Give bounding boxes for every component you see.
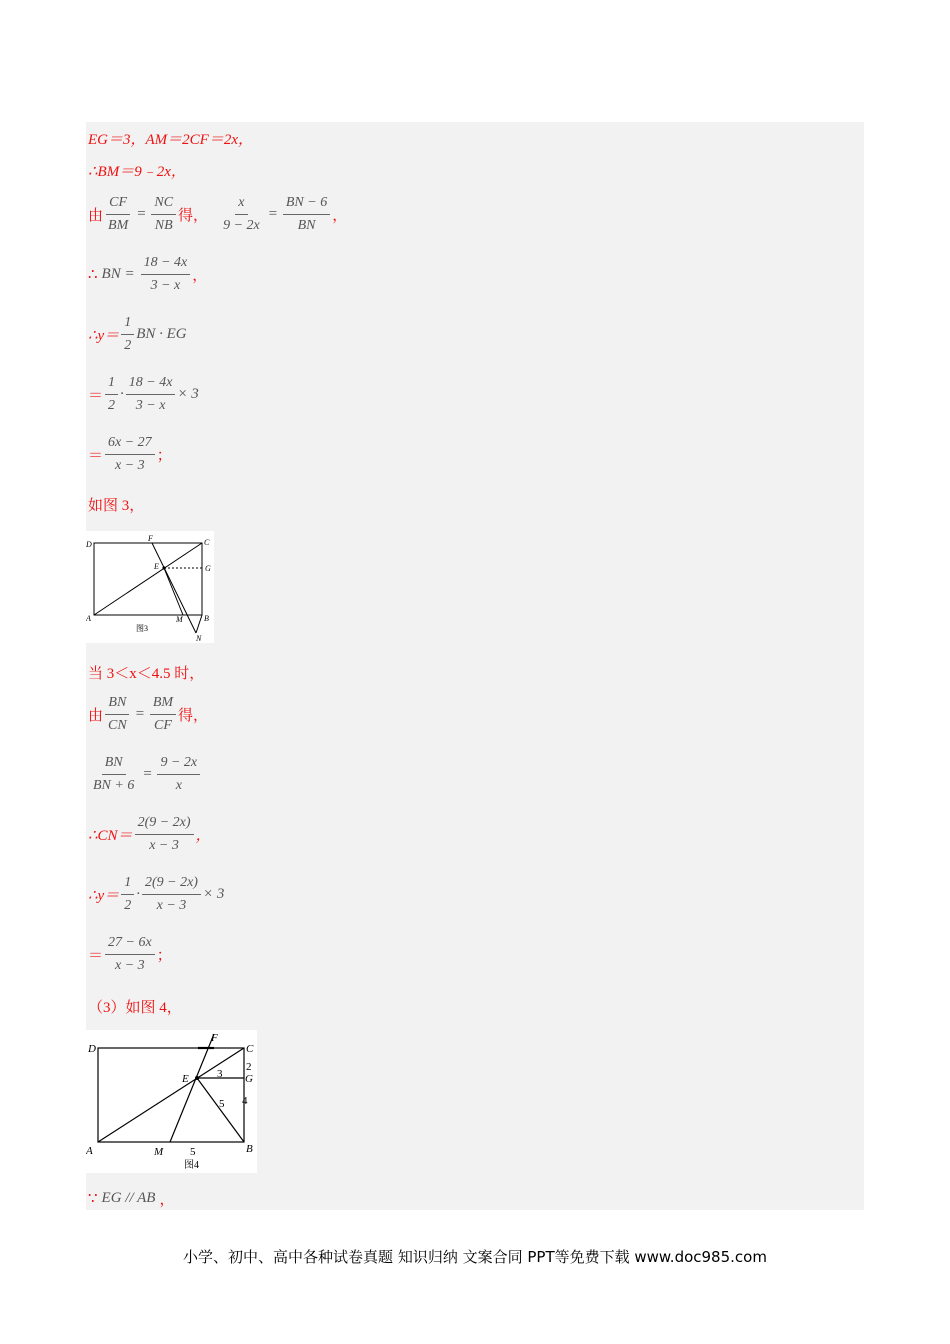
length-mb: 5 — [190, 1146, 196, 1158]
fraction: $\frac{18 - 4x}{3 - x}$ — [141, 254, 191, 295]
text: ＝ — [88, 448, 104, 464]
solution-line-1 — [88, 128, 253, 149]
solution-line-3: 由 $\frac{CF}{BM}$ = $\frac{NC}{NB}$ 得， $\frac{x}{9 - 2x}$ = $\frac{BN - 6}{BN}$ ， — [88, 195, 348, 233]
text: · — [120, 386, 124, 402]
text: ， — [195, 828, 211, 844]
fraction: $\frac{CF}{BM}$ — [108, 195, 129, 233]
label-e: E — [154, 562, 159, 571]
label-g: G — [205, 564, 211, 573]
text: ∵ — [88, 1191, 98, 1207]
length-eb: 5 — [219, 1098, 225, 1110]
solution-line-12 — [88, 814, 211, 855]
text: ， — [332, 208, 348, 224]
fraction: $\frac{BN}{CN}$ — [105, 694, 130, 735]
solution-line-7 — [88, 434, 172, 475]
solution-line-14 — [88, 934, 172, 975]
solution-line-2 — [88, 160, 186, 181]
solution-line-13 — [88, 874, 224, 915]
text: （3）如图 4， — [88, 1000, 182, 1016]
fraction: $\frac{9 - 2x}{x}$ — [157, 754, 200, 795]
fraction: $\frac{27 - 6x}{x - 3}$ — [105, 934, 155, 975]
fraction: $\frac{2(9 - 2x)}{x - 3}$ — [142, 874, 201, 915]
length-cg: 2 — [246, 1061, 252, 1073]
label-e: E — [182, 1073, 189, 1085]
text: ∴ — [88, 267, 98, 283]
text: EG // AB — [101, 1190, 156, 1206]
text: ， — [192, 268, 208, 284]
solution-line-6 — [88, 374, 199, 415]
text: ∴y＝ — [88, 888, 120, 904]
text: ＝ — [88, 388, 104, 404]
text: 由 — [88, 708, 104, 724]
text: · — [136, 886, 140, 902]
length-gb: 4 — [242, 1095, 248, 1107]
label-a: A — [86, 1145, 93, 1157]
label-m: M — [176, 615, 183, 624]
label-b: B — [246, 1143, 253, 1155]
text: × 3 — [177, 386, 199, 402]
label-m: M — [154, 1146, 164, 1158]
text: ； — [156, 448, 172, 464]
text: ∴y＝ — [88, 328, 120, 344]
text: ； — [156, 948, 172, 964]
label-d: D — [88, 1043, 96, 1055]
figure-3-diagram — [86, 531, 214, 643]
label-f: F — [148, 534, 153, 543]
text: BN = — [101, 266, 135, 282]
label-d: D — [86, 540, 92, 549]
label-b: B — [204, 614, 209, 623]
length-eg: 3 — [217, 1068, 223, 1080]
figure-4 — [86, 1030, 257, 1173]
label-n: N — [196, 634, 202, 643]
fraction: $\frac{BN}{BN + 6}$ — [93, 755, 135, 793]
text: × 3 — [202, 886, 225, 902]
label-f: F — [211, 1032, 218, 1044]
text: 得， — [178, 208, 209, 224]
fraction: $\frac{BM}{CF}$ — [150, 694, 176, 735]
text: 由 — [88, 208, 104, 224]
fraction: $\frac{6x - 27}{x - 3}$ — [105, 434, 155, 475]
solution-line-11: $\frac{BN}{BN + 6}$ = $\frac{9 - 2x}{x}$ — [88, 754, 202, 795]
text: BN · EG — [136, 326, 187, 342]
text: 当 3＜x＜4.5 时， — [88, 666, 205, 682]
fraction: $\frac{BN - 6}{BN}$ — [283, 194, 330, 235]
fraction: $\frac{1}{2}$ — [121, 874, 134, 915]
text: 得， — [178, 708, 209, 724]
solution-line-10: 由 $\frac{BN}{CN}$ = $\frac{BM}{CF}$ 得， — [88, 695, 209, 733]
fraction: $\frac{2(9 - 2x)}{x - 3}$ — [135, 814, 194, 855]
solution-line-9 — [88, 662, 204, 683]
label-c: C — [246, 1043, 254, 1055]
solution-line-8 — [88, 494, 144, 515]
fraction: $\frac{1}{2}$ — [105, 374, 118, 415]
label-g: G — [245, 1073, 253, 1085]
text: ∴CN＝ — [88, 828, 133, 844]
solution-line-5 — [88, 314, 187, 355]
solution-line-16 — [88, 1188, 174, 1209]
figure-3 — [86, 531, 214, 643]
fraction: $\frac{18 - 4x}{3 - x}$ — [126, 374, 176, 415]
text: ， — [159, 1192, 175, 1208]
label-c: C — [204, 538, 210, 547]
fraction: $\frac{x}{9 - 2x}$ — [223, 195, 260, 233]
figure-3-caption: 图3 — [136, 624, 148, 633]
figure-4-caption: 图4 — [184, 1160, 199, 1171]
fraction: $\frac{1}{2}$ — [121, 314, 134, 355]
figure-4-diagram — [86, 1030, 257, 1173]
text: ∴BM＝9﹣2x， — [88, 164, 186, 180]
text: EG＝3，AM＝2CF＝2x， — [88, 132, 253, 148]
text: 如图 3， — [88, 498, 145, 514]
text: ＝ — [88, 948, 104, 964]
fraction: $\frac{NC}{NB}$ — [151, 194, 176, 235]
label-a: A — [86, 614, 91, 623]
solution-line-15 — [88, 996, 182, 1017]
solution-line-4 — [88, 254, 207, 295]
page-footer: 小学、初中、高中各种试卷真题 知识归纳 文案合同 PPT等免费下载 www.doc985.com — [183, 1248, 767, 1266]
